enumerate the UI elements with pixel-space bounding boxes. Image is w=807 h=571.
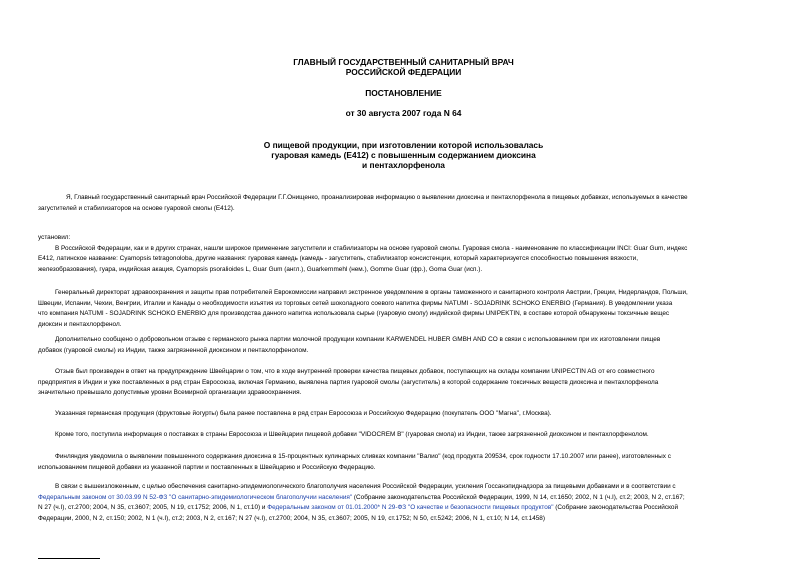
text-line: Генеральный директорат здравоохранения и защиты прав потребителей Еврокомиссии направил экстренное уведомление в органы таможенного и санитарного контроля Австрии, Греции, Нидерландов, Польши, <box>55 289 688 296</box>
text-line: В Российской Федерации, как и в других странах, нашли широкое применение загустители и стабилизаторы на основе гуаровой смолы. Гуаровая смола - наименование по классификации INCI: Guar Gum, индекс <box>55 244 688 252</box>
text-line: установил: <box>38 234 71 241</box>
title-line-2: гуаровая камедь (E412) с повышенным содержанием диоксина <box>271 150 536 160</box>
text-line: предприятия в Индии и уже поставленных в ряд стран Евросоюза, включая Германию, выявлена партия гуаровой смолы (загуститель) в которой содержание токсичных веществ диоксина и пентахлорфенола <box>38 378 659 386</box>
text-line: E412, латинское название: Cyamopsis tetragonoloba, другие названия: гуаровая камедь (камедь - загуститель, стабилизатор консистенции, который характеризуется способностью повышения вязкости, <box>38 255 638 262</box>
text-line: значительно превышало допустимые уровни Всемирной организации здравоохранения. <box>38 389 302 396</box>
text-line: диоксин и пентахлорфенол. <box>38 320 122 328</box>
paragraph-switzerland <box>38 367 802 399</box>
paragraph-legal-basis <box>38 482 802 524</box>
date-number: от 30 августа 2007 года N 64 <box>345 108 462 118</box>
paragraph-karwendel <box>38 335 802 356</box>
paragraph-finland <box>38 452 802 473</box>
text-line: Швеции, Испании, Чехии, Венгрии, Италии и Канады о необходимости изъятия из торговых сетей шоколадного соевого напитка фирмы NATUMI - SOJADRINK SCHOKO ENERBIO (Германия). В уведомлении указа <box>38 299 673 307</box>
text-line: Я, Главный государственный санитарный врач Российской Федерации Г.Г.Онищенко, проанализировав информацию о выявлении диоксина и пентахлорфенола в пищевых добавках, используемых в качестве <box>66 194 688 201</box>
paragraph-established <box>38 233 802 275</box>
authority-line-2: РОССИЙСКОЙ ФЕДЕРАЦИИ <box>345 67 462 77</box>
text-line: добавок (гуаровой смолы) из Индии, также загрязненной диоксином и пентахлорфенолом. <box>38 346 309 354</box>
text-fragment: (Собрание законодательства Российской Федерации, 1999, N 14, ст.1650; 2002, N 1 (ч.I), ст.2; 2003, N 2, ст.167; <box>352 493 685 501</box>
law-link-29fz[interactable]: Федеральным законом от 01.01.2000* N 29-ФЗ "О качестве и безопасности пищевых продуктов" <box>267 504 554 511</box>
text-line: Указанная германская продукция (фруктовые йогурты) была ранее поставлена в ряд стран Евросоюза и Российскую Федерацию (покупатель ООО "Магна", г.Москва). <box>55 410 552 417</box>
text-line: В связи с вышеизложенным, с целью обеспечения санитарно-эпидемиологического благополучия населения Российской Федерации, усиления Госсанэпиднадзора за пищевыми добавками и в соответствии с <box>55 483 676 490</box>
document-type: ПОСТАНОВЛЕНИЕ <box>365 88 442 98</box>
text-line: что компания NATUMI - SOJADRINK SCHOKO ENERBIO для производства данного напитка использовала сырье (гуаровую смолу) индийской фирмы UNIPEKTIN, в составе которой обнаружены токсичные вещес <box>38 310 670 317</box>
paragraph-eu-notice <box>38 288 802 330</box>
paragraph-preamble <box>38 193 802 214</box>
text-line: Кроме того, поступила информация о поставках в страны Евросоюза и Швейцарии пищевой добавки "VIDOCREM B" (гуаровая смола) из Индии, также загрязненной диоксином и пентахлорфенолом. <box>55 431 649 438</box>
law-link-52fz[interactable]: Федеральным законом от 30.03.99 N 52-ФЗ "О санитарно-эпидемиологическом благополучии населения" <box>38 493 353 501</box>
text-line: Финляндия уведомила о выявлении повышенного содержания диоксина в 15-процентных кулинарных сливках компании "Валио" (код продукта 209534, срок годности 17.10.2007 или ранее), изготовленных с <box>55 453 671 460</box>
text-fragment: (Собрание законодательства Российской <box>553 504 679 511</box>
text-line: железобразования), гуара, индийская акация, Cyamopsis psoralioides L, Guar Gum (англ.), Guarkernmehl (нем.), Gomme Guar (фр.), Goma Guar (исп.). <box>38 265 483 273</box>
text-line: Дополнительно сообщено о добровольном отзыве с германского рынка партии молочной продукции компании KARWENDEL HUBER GMBH AND CO в связи с использованием при их изготовлении пищев <box>55 336 661 343</box>
text-fragment: N 27 (ч.I), ст.2700; 2004, N 35, ст.3607; 2005, N 19, ст.1752; 2006, N 1, ст.10) и <box>38 504 268 511</box>
footnote-divider <box>38 558 100 559</box>
paragraph-vidocrem <box>38 430 802 441</box>
paragraph-yogurts <box>38 409 802 420</box>
text-line <box>38 493 802 504</box>
text-line: Федерации, 2000, N 2, ст.150; 2002, N 1 (ч.I), ст.2; 2003, N 2, ст.167; N 27 (ч.I), ст.2700; 2004, N 35, ст.3607; 2005, N 19, ст.1752; N 50, ст.5242; 2006, N 1, ст.10; N 14, ст.1458) <box>38 514 545 522</box>
text-line: загустителей и стабилизаторов на основе гуаровой смолы (E412). <box>38 204 235 212</box>
authority-line-1: ГЛАВНЫЙ ГОСУДАРСТВЕННЫЙ САНИТАРНЫЙ ВРАЧ <box>293 57 514 67</box>
title-line-3: и пентахлорфенола <box>362 160 445 170</box>
text-line: Отзыв был произведен в ответ на предупреждение Швейцарии о том, что в ходе внутренней проверки качества пищевых добавок, поступающих на склады компании UNIPECTIN AG от его совместного <box>55 368 655 375</box>
title-line-1: О пищевой продукции, при изготовлении которой использовалась <box>263 140 544 150</box>
text-line: использованием пищевой добавки из указанной партии и поставленных в Швейцарию и Российскую Федерацию. <box>38 463 376 471</box>
text-line <box>38 503 802 514</box>
